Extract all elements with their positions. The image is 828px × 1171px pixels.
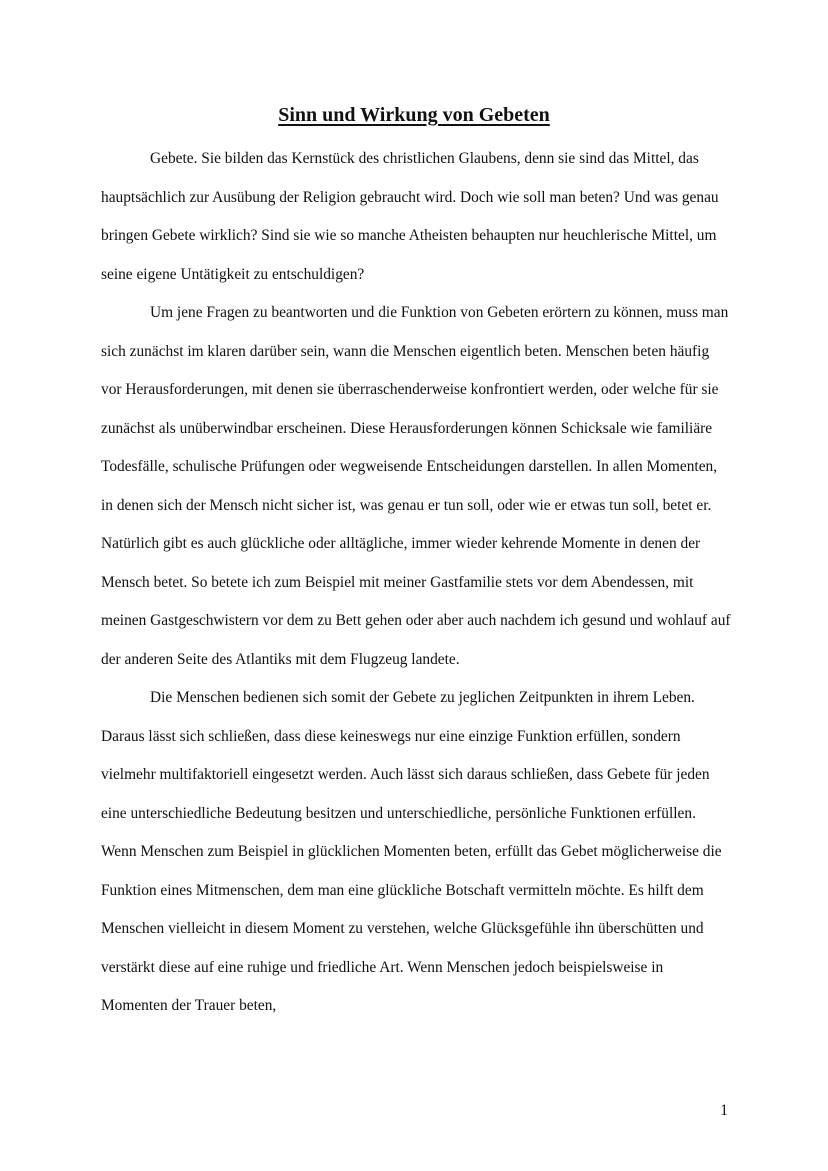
paragraph-1: Gebete. Sie bilden das Kernstück des christlichen Glaubens, denn sie sind das Mittel, das hauptsächlich zur Ausübung der Religion gebraucht wird. Doch wie soll man beten? Und was genau bringen Gebete wirklich? Sind sie wie so manche Atheisten behaupten nur heuchlerische Mittel, um seine eigene Untätigkeit zu entschuldigen? <box>101 150 719 283</box>
page-number: 1 <box>720 1102 728 1119</box>
paragraph-2: Um jene Fragen zu beantworten und die Funktion von Gebeten erörtern zu können, muss man sich zunächst im klaren darüber sein, wann die Menschen eigentlich beten. Menschen beten häufig vor Herausforderungen, mit denen sie überraschenderweise konfrontiert werden, oder welche für sie zunächst als unüberwindbar erscheinen. Diese Herausforderungen können Schicksale wie familiäre Todesfälle, schulische Prüfungen oder wegweisende Entscheidungen darstellen. In allen Momenten, in denen sich der Mensch nicht sicher ist, was genau er tun soll, oder wie er etwas tun soll, betet er. Natürlich gibt es auch glückliche oder alltägliche, immer wieder kehrende Momente in denen der Mensch betet. So betete ich zum Beispiel mit meiner Gastfamilie stets vor dem Abendessen, mit meinen Gastgeschwistern vor dem zu Bett gehen oder aber auch nachdem ich gesund und wohlauf auf der anderen Seite des Atlantiks mit dem Flugzeug landete. <box>101 304 731 668</box>
document-title: Sinn und Wirkung von Gebeten <box>278 104 550 126</box>
paragraph-3: Die Menschen bedienen sich somit der Gebete zu jeglichen Zeitpunkten in ihrem Leben. Daraus lässt sich schließen, dass diese keineswegs nur eine einzige Funktion erfüllen, sondern vielmehr multifaktoriell eingesetzt werden. Auch lässt sich daraus schließen, dass Gebete für jeden eine unterschiedliche Bedeutung besitzen und unterschiedliche, persönliche Funktionen erfüllen. Wenn Menschen zum Beispiel in glücklichen Momenten beten, erfüllt das Gebet möglicherweise die Funktion eines Mitmenschen, dem man eine glückliche Botschaft vermitteln möchte. Es hilft dem Menschen vielleicht in diesem Moment zu verstehen, welche Glücksgefühle ihn überschütten und verstärkt diese auf eine ruhige und friedliche Art. Wenn Menschen jedoch beispielsweise in Momenten der Trauer beten, <box>101 689 722 1014</box>
document-body <box>101 140 731 1026</box>
